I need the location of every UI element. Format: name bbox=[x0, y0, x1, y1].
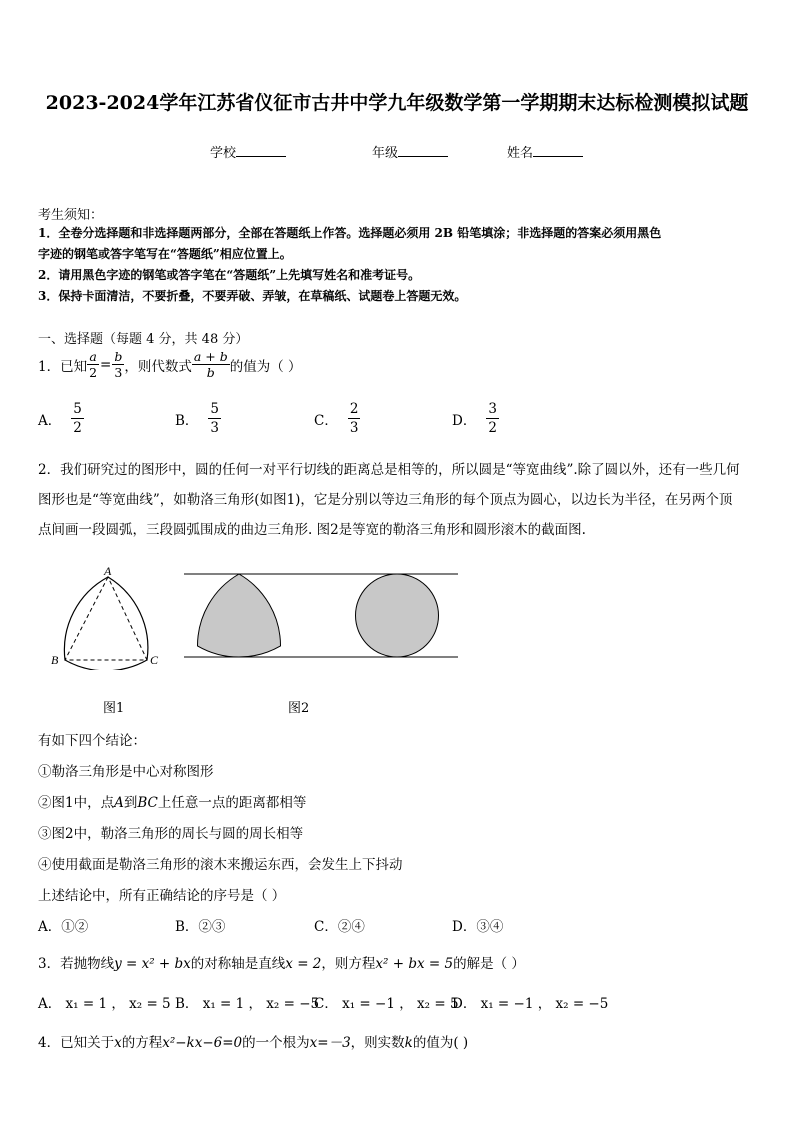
q3-expr-parabola: y = x² + bx bbox=[114, 956, 191, 972]
q2-option-a[interactable]: A．①② bbox=[38, 919, 89, 935]
grade-blank[interactable] bbox=[398, 144, 448, 157]
option-label: C． bbox=[314, 412, 338, 429]
fraction-a-over-2: $\frac{a}{2}$ bbox=[89, 349, 98, 380]
section-heading: 一、选择题（每题 4 分，共 48 分） bbox=[38, 332, 249, 347]
q1-eq: = bbox=[100, 356, 112, 373]
q1-pre: 1．已知 bbox=[38, 358, 88, 375]
q2-option-b[interactable]: B．②③ bbox=[175, 919, 226, 935]
q2-line-1: 2．我们研究过的图形中，圆的任何一对平行切线的距离总是相等的，所以圆是“等宽曲线”.除了圆以外，还有一些几何 bbox=[38, 462, 740, 478]
grade-label: 年级 bbox=[372, 146, 399, 161]
option-fraction: 2 3 bbox=[349, 401, 359, 436]
point-a: A bbox=[114, 795, 124, 811]
q1-post: 的值为（ ） bbox=[229, 358, 302, 375]
notice-line-2: 2．请用黑色字迹的钢笔或答字笔在“答题纸”上先填写姓名和准考证号。 bbox=[38, 268, 421, 282]
q3-expr-equation: x² + bx = 5 bbox=[375, 956, 454, 972]
school-blank[interactable] bbox=[236, 144, 286, 157]
q1-option-b[interactable] bbox=[175, 400, 221, 437]
question-1 bbox=[38, 349, 302, 380]
reuleaux-roller bbox=[198, 574, 281, 657]
fraction-a-plus-b-over-b: $\frac{a + b}{b}$ bbox=[193, 349, 228, 380]
option-label: B． bbox=[175, 412, 199, 429]
option-fraction: 5 2 bbox=[73, 401, 82, 436]
fraction-b-over-3: $\frac{b}{3}$ bbox=[114, 349, 123, 380]
q1-option-d[interactable] bbox=[452, 400, 499, 437]
figure-1-caption: 图1 bbox=[103, 701, 125, 716]
q3-expr-axis: x = 2 bbox=[285, 956, 322, 972]
q1-option-c[interactable] bbox=[314, 400, 360, 437]
name-field[interactable] bbox=[507, 142, 583, 161]
notice-line-1b: 字迹的钢笔或答字笔写在“答题纸”相应位置上。 bbox=[38, 247, 292, 261]
q3-option-d[interactable]: D． x₁ = −1 ， x₂ = −5 bbox=[452, 996, 609, 1012]
q3-option-c[interactable]: C． x₁ = −1 ， x₂ = 5 bbox=[314, 996, 459, 1012]
figure-1-reuleaux bbox=[40, 565, 170, 670]
q2-option-d[interactable]: D．③④ bbox=[452, 919, 504, 935]
q3-option-b[interactable]: B． x₁ = 1 ， x₂ = −5 bbox=[175, 996, 320, 1012]
question-4: 4．已知关于x的方程x²−kx−6=0的一个根为x=－3，则实数k的值为( ) bbox=[38, 1035, 469, 1051]
option-fraction: 3 2 bbox=[488, 401, 497, 436]
q1-option-a[interactable] bbox=[38, 400, 84, 437]
option-fraction: 5 3 bbox=[210, 401, 220, 436]
q4-root: x=－3 bbox=[309, 1035, 351, 1051]
circle-roller bbox=[356, 574, 439, 657]
option-label: A． bbox=[38, 412, 62, 429]
q2-ask: 上述结论中，所有正确结论的序号是（ ） bbox=[38, 888, 286, 904]
q1-mid: ，则代数式 bbox=[124, 358, 192, 375]
notice-line-1a: 1．全卷分选择题和非选择题两部分，全部在答题纸上作答。选择题必须用 2B 铅笔填涂；非选择题的答案必须用黑色 bbox=[38, 226, 662, 240]
notice-line-3: 3．保持卡面清洁，不要折叠，不要弄破、弄皱，在草稿纸、试题卷上答题无效。 bbox=[38, 289, 467, 303]
option-label: D． bbox=[452, 412, 477, 429]
grade-field[interactable] bbox=[372, 142, 448, 161]
school-label: 学校 bbox=[210, 146, 237, 161]
q2-conclusion-3: ③图2中，勒洛三角形的周长与圆的周长相等 bbox=[38, 826, 304, 842]
q2-line-3: 点间画一段圆弧，三段圆弧围成的曲边三角形. 图2是等宽的勒洛三角形和圆形滚木的截面图. bbox=[38, 522, 586, 538]
label-a: A bbox=[104, 565, 112, 578]
name-label: 姓名 bbox=[507, 146, 534, 161]
name-blank[interactable] bbox=[533, 144, 583, 157]
q2-intro: 有如下四个结论： bbox=[38, 733, 146, 749]
dashed-triangle bbox=[65, 577, 147, 660]
q2-conclusion-4: ④使用截面是勒洛三角形的滚木来搬运东西，会发生上下抖动 bbox=[38, 857, 403, 873]
label-c: C bbox=[150, 653, 159, 667]
q2-conclusion-1: ①勒洛三角形是中心对称图形 bbox=[38, 764, 214, 780]
question-3: 3．若抛物线y = x² + bx的对称轴是直线x = 2，则方程x² + bx = 5的解是（ ） bbox=[38, 956, 525, 972]
label-b: B bbox=[51, 653, 59, 667]
q3-option-a[interactable]: A． x₁ = 1 ， x₂ = 5 bbox=[38, 996, 171, 1012]
school-field[interactable] bbox=[210, 142, 286, 161]
figure-2-rollers bbox=[182, 570, 462, 662]
segment-bc: BC bbox=[137, 795, 158, 811]
q4-equation: x²−kx−6=0 bbox=[162, 1035, 243, 1051]
figure-2-caption: 图2 bbox=[288, 701, 310, 716]
q2-conclusion-2: ②图1中，点A到BC上任意一点的距离都相等 bbox=[38, 795, 307, 811]
q2-line-2: 图形也是“等宽曲线”，如勒洛三角形(如图1)，它是分别以等边三角形的每个顶点为圆心，以边长为半径，在另两个顶 bbox=[38, 492, 733, 508]
page-title: 2023-2024学年江苏省仪征市古井中学九年级数学第一学期期末达标检测模拟试题 bbox=[45, 92, 749, 114]
notice-heading: 考生须知： bbox=[38, 208, 104, 223]
q2-option-c[interactable]: C．②④ bbox=[314, 919, 365, 935]
reuleaux-outline bbox=[64, 577, 147, 670]
